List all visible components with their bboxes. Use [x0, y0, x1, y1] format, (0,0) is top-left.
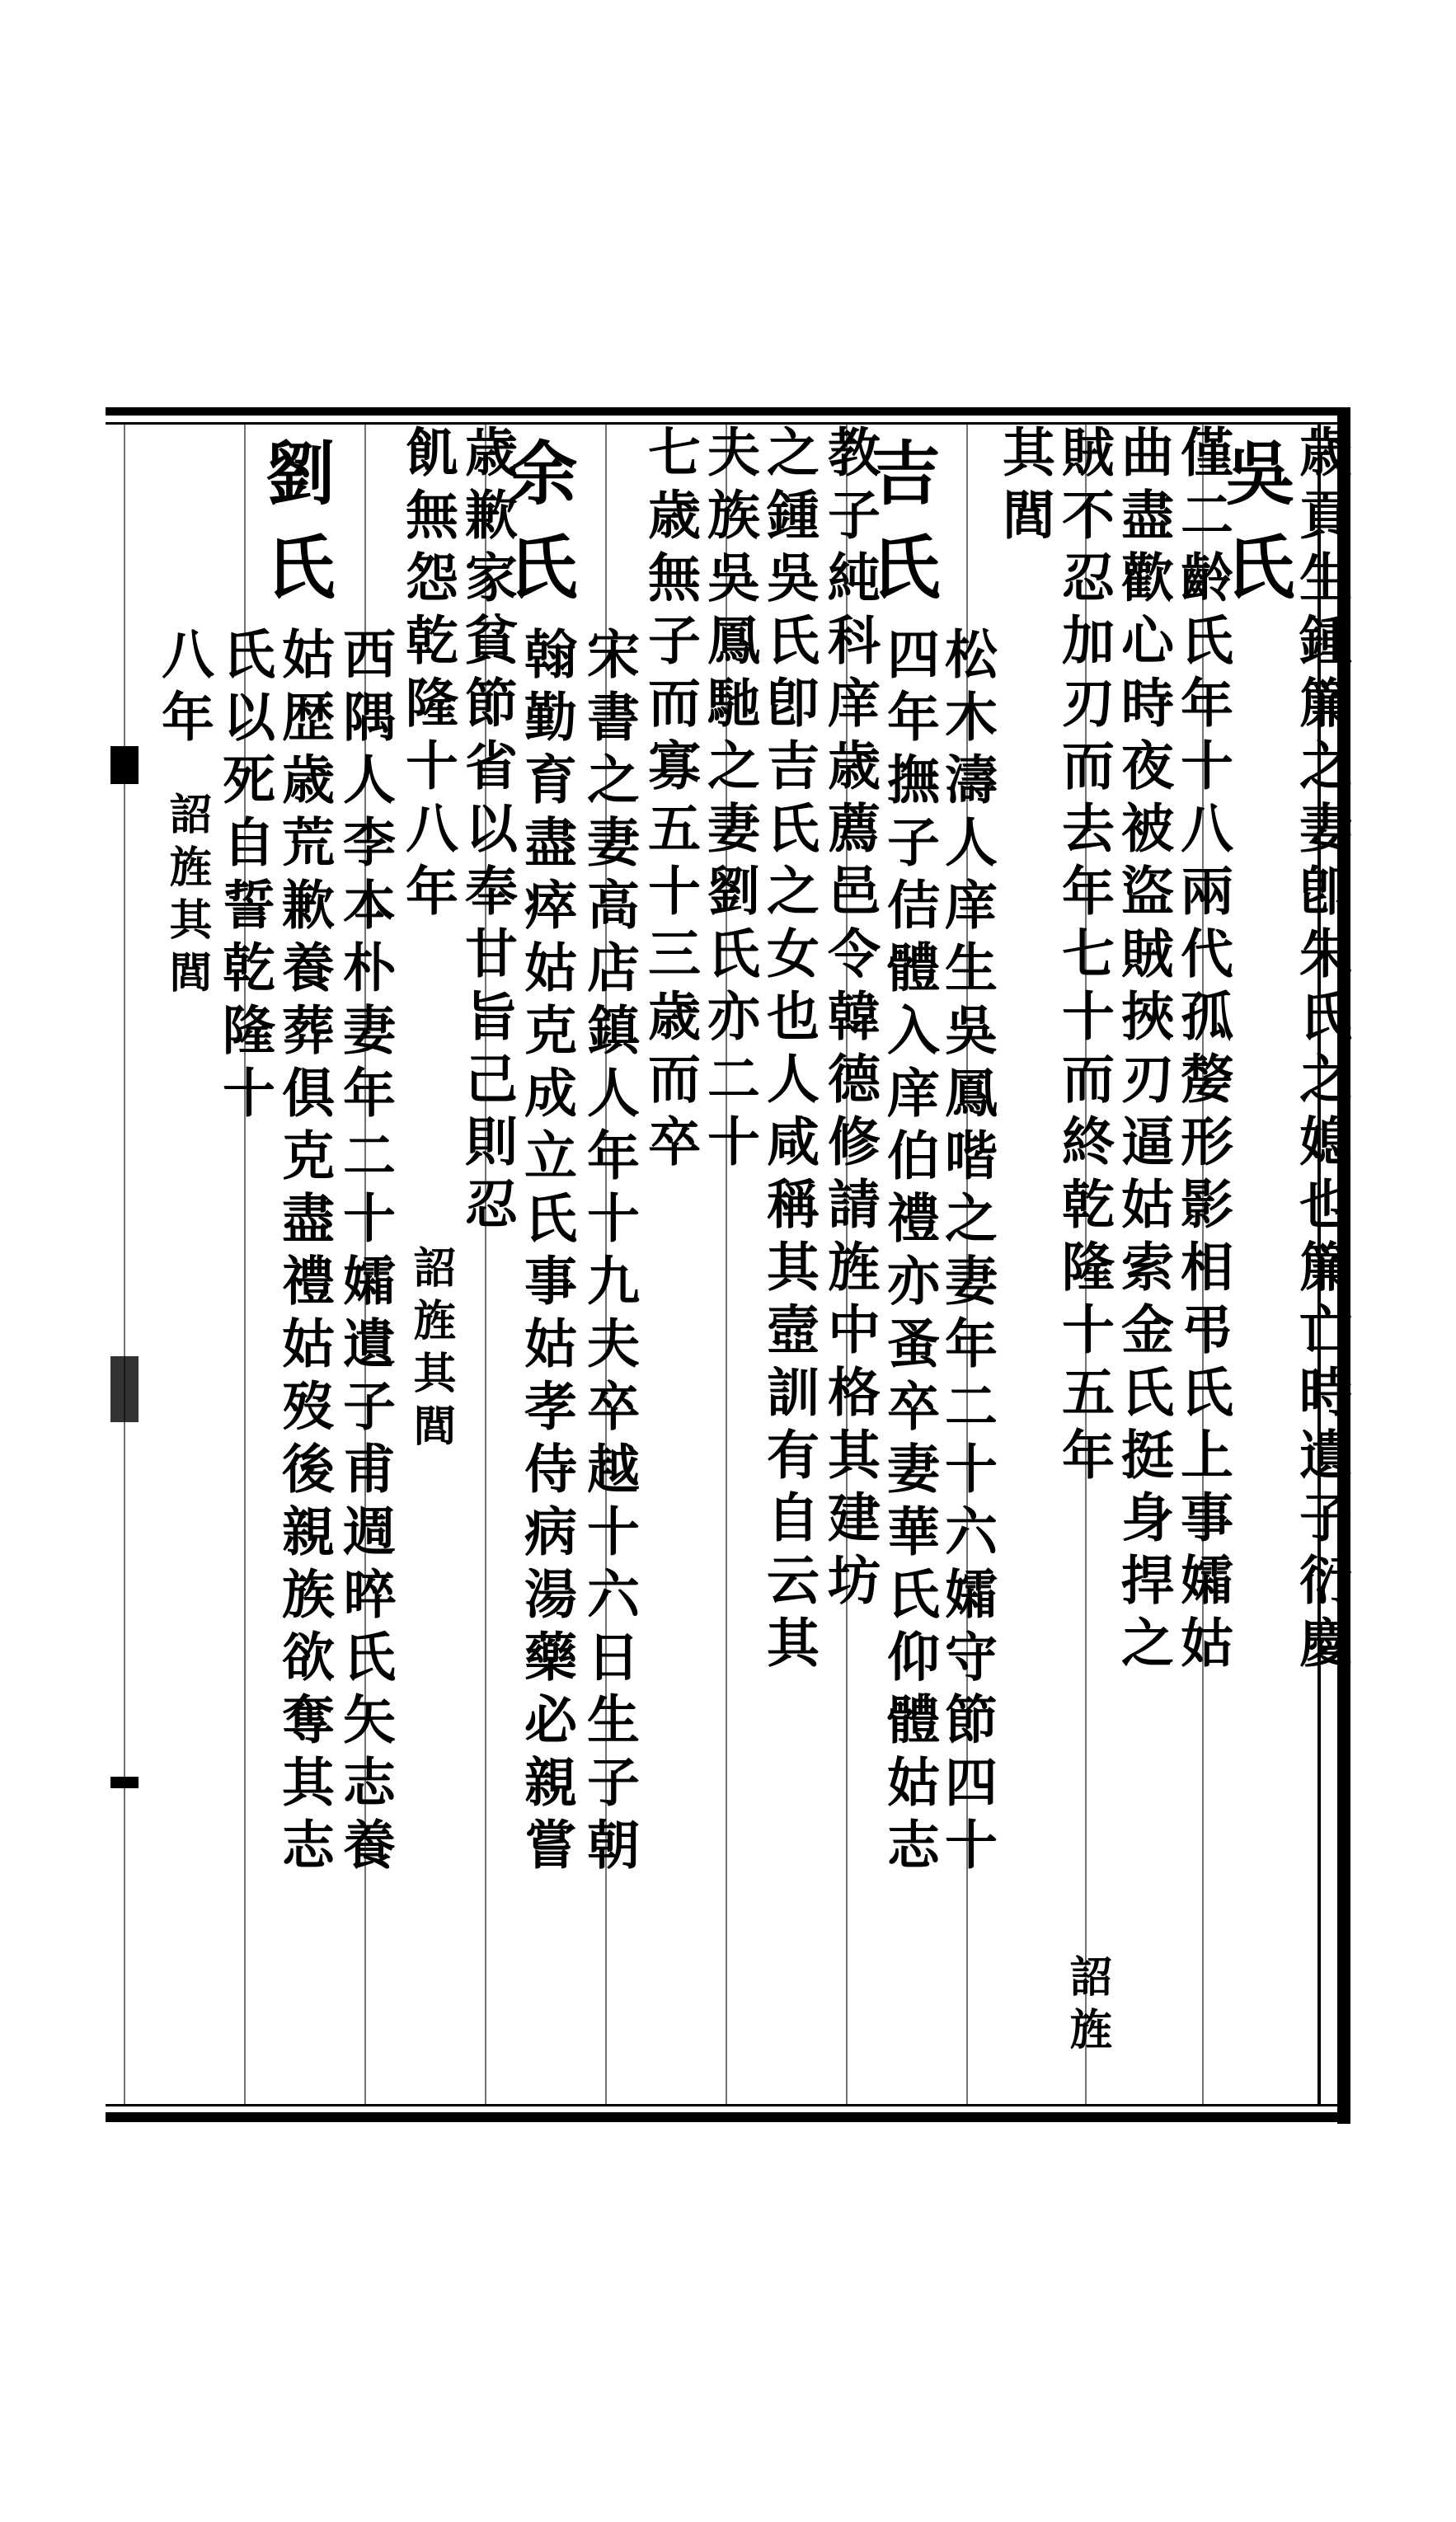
text-column: 飢無怨乾隆十八年 — [397, 425, 458, 926]
text-column: 四年撫子佶體入庠伯禮亦蚤卒妻華氏仰體姑志 — [878, 627, 940, 1880]
text-column: 夫族吳鳳馳之妻劉氏亦二十 — [698, 425, 760, 1176]
text-column: 歳貢生鍾簾之妻卽朱氏之媳也簾亡時遺子衍慶 — [1290, 425, 1352, 1678]
text-column: 其閭 — [993, 425, 1055, 550]
margin-fishtail — [110, 746, 139, 784]
imperial-decree-note: 詔旌 — [1062, 1954, 1112, 2059]
text-column: 氏以死自誓乾隆十 — [214, 627, 275, 1128]
text-column: 姑歴歳荒歉養葬俱克盡禮姑歿後親族欲奪其志 — [273, 627, 335, 1880]
text-column: 賊不忍加刃而去年七十而終乾隆十五年 — [1053, 425, 1115, 1490]
entry-heading-yu: 余氏 — [497, 437, 579, 625]
text-column: 翰勤育盡瘁姑克成立氏事姑孝侍病湯藥必親嘗 — [515, 627, 577, 1880]
text-column: 西隅人李本朴妻年二十孀遺子甫週晬氏矢志養 — [334, 627, 396, 1880]
text-column: 教子純科庠歳薦邑令韓德修請旌中格其建坊 — [819, 425, 881, 1615]
text-column: 八年 — [153, 627, 214, 752]
top-border — [106, 407, 1350, 416]
entry-heading-wu: 吳氏 — [1214, 437, 1296, 625]
imperial-decree-note: 詔旌其閭 — [162, 791, 212, 1003]
margin-line — [110, 1777, 139, 1788]
text-column: 松木濤人庠生吳鳳喈之妻年二十六孀守節四十 — [936, 627, 998, 1880]
text-column: 歳歉家貧節省以奉甘旨己則忍 — [456, 425, 518, 1239]
text-column: 之鍾吳氏卽吉氏之女也人咸稱其壼訓有自云其 — [758, 425, 820, 1678]
entry-heading-ji: 吉氏 — [860, 437, 942, 625]
text-column: 僅二齡氏年十八兩代孤嫠形影相弔氏上事孀姑 — [1172, 425, 1233, 1678]
text-column: 七歳無子而寡五十三歳而卒 — [639, 425, 701, 1176]
text-column: 曲盡歡心時夜被盜賊挾刃逼姑索金氏挺身捍之 — [1112, 425, 1174, 1678]
margin-mark-block — [110, 1356, 139, 1422]
entry-heading-liu: 劉氏 — [255, 437, 336, 625]
imperial-decree-note: 詔旌其閭 — [406, 1245, 456, 1456]
text-column: 宋書之妻高店鎮人年十九夫卒越十六日生子朝 — [578, 627, 640, 1880]
